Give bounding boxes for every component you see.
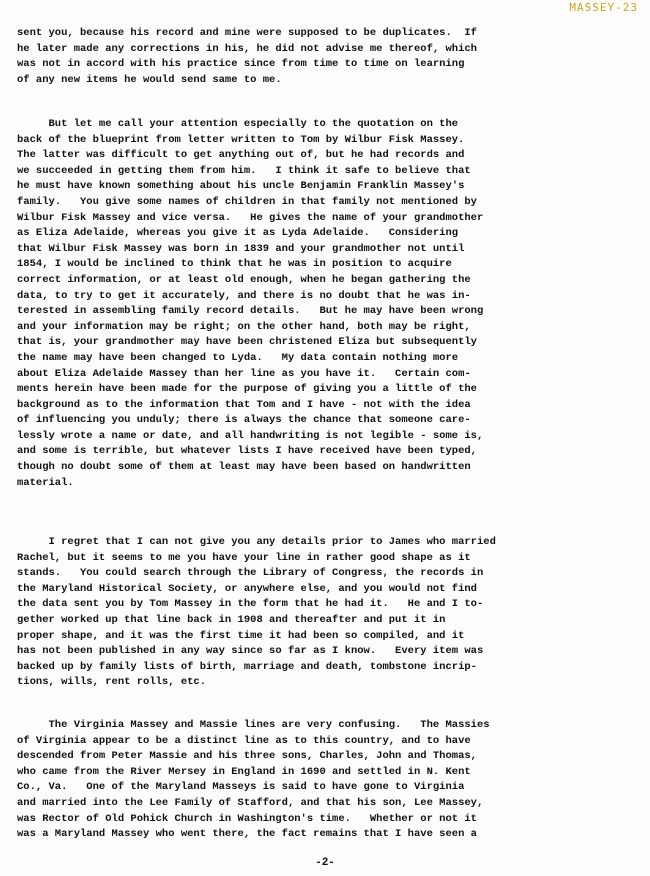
text-line: the Maryland Historical Society, or anywhere else, and you would not find (17, 582, 477, 595)
text-line: gether worked up that line back in 1908 and thereafter and put it in (17, 613, 446, 626)
text-line: tions, wills, rent rolls, etc. (17, 676, 207, 689)
text-line: has not been published in any way since so far as I know. Every item was (17, 645, 484, 658)
text-line: about Eliza Adelaide Massey than her line as you have it. Certain com- (17, 367, 471, 380)
text-line: material. (17, 476, 74, 489)
text-line: of influencing you unduly; there is always the chance that someone care- (17, 414, 471, 427)
text-line: 1854, I would be inclined to think that he was in position to acquire (17, 258, 452, 271)
text-line: stands. You could search through the Library of Congress, the records in (17, 567, 484, 580)
text-line: correct information, or at least old enough, when he began gathering the (17, 273, 471, 286)
text-line: as Eliza Adelaide, whereas you give it as Lyda Adelaide. Considering (17, 227, 459, 240)
text-line: of Virginia appear to be a distinct line as to this country, and to have (17, 734, 471, 747)
handwritten-corner-note: MASSEY-23 (569, 1, 638, 14)
text-line: terested in assembling family record details. But he may have been wrong (17, 305, 484, 318)
text-line: the name may have been changed to Lyda. My data contain nothing more (17, 351, 459, 364)
text-line: data, to try to get it accurately, and there is no doubt that he was in- (17, 289, 471, 302)
text-line: was a Maryland Massey who went there, the fact remains that I have seen a (17, 828, 477, 841)
paragraph-3 (17, 535, 647, 691)
text-line: was Rector of Old Pohick Church in Washington's time. Whether or not it (17, 812, 477, 825)
text-line: of any new items he would send same to me. (17, 73, 282, 86)
text-line: we succeeded in getting them from him. I think it safe to believe that (17, 164, 471, 177)
text-line: and married into the Lee Family of Stafford, and that his son, Lee Massey, (17, 796, 484, 809)
text-line: I regret that I can not give you any details prior to James who married (17, 536, 496, 548)
paragraph-1 (17, 26, 647, 88)
text-line: he later made any corrections in his, he did not advise me thereof, which (17, 42, 477, 55)
text-line: Rachel, but it seems to me you have your line in rather good shape as it (17, 551, 471, 564)
text-line: that is, your grandmother may have been christened Eliza but subsequently (17, 336, 477, 349)
text-line: background as to the information that Tom and I have - not with the idea (17, 398, 471, 411)
text-line: he must have known something about his uncle Benjamin Franklin Massey's (17, 180, 465, 193)
text-line: though no doubt some of them at least may have been based on handwritten (17, 461, 471, 474)
text-line: Co., Va. One of the Maryland Masseys is said to have gone to Virginia (17, 781, 465, 794)
text-line: But let me call your attention especially to the quotation on the (17, 118, 459, 130)
text-line: lessly wrote a name or date, and all handwriting is not legible - some is, (17, 429, 484, 442)
paragraph-4 (17, 718, 647, 843)
text-line: backed up by family lists of birth, marriage and death, tombstone incrip- (17, 660, 477, 673)
text-line: family. You give some names of children in that family not mentioned by (17, 195, 477, 208)
text-line: The Virginia Massey and Massie lines are very confusing. The Massies (17, 719, 490, 731)
text-line: the data sent you by Tom Massey in the form that he had it. He and I to- (17, 598, 484, 611)
text-line: and some is terrible, but whatever lists I have received have been typed, (17, 445, 477, 458)
text-line: that Wilbur Fisk Massey was born in 1839 and your grandmother not until (17, 242, 465, 255)
text-line: who came from the River Mersey in England in 1690 and settled in N. Kent (17, 765, 471, 778)
text-line: sent you, because his record and mine were supposed to be duplicates. If (17, 27, 477, 39)
text-line: proper shape, and it was the first time it had been so compiled, and it (17, 629, 465, 642)
text-line: The latter was difficult to get anything out of, but he had records and (17, 149, 465, 162)
text-line: ments herein have been made for the purpose of giving you a little of the (17, 383, 477, 396)
text-line: Wilbur Fisk Massey and vice versa. He gives the name of your grandmother (17, 211, 484, 224)
text-line: descended from Peter Massie and his three sons, Charles, John and Thomas, (17, 750, 477, 763)
text-line: and your information may be right; on the other hand, both may be right, (17, 320, 471, 333)
page-number: -2- (315, 857, 335, 869)
text-line: was not in accord with his practice since from time to time on learning (17, 58, 465, 71)
text-line: back of the blueprint from letter written to Tom by Wilbur Fisk Massey. (17, 133, 465, 146)
paragraph-2 (17, 117, 647, 491)
